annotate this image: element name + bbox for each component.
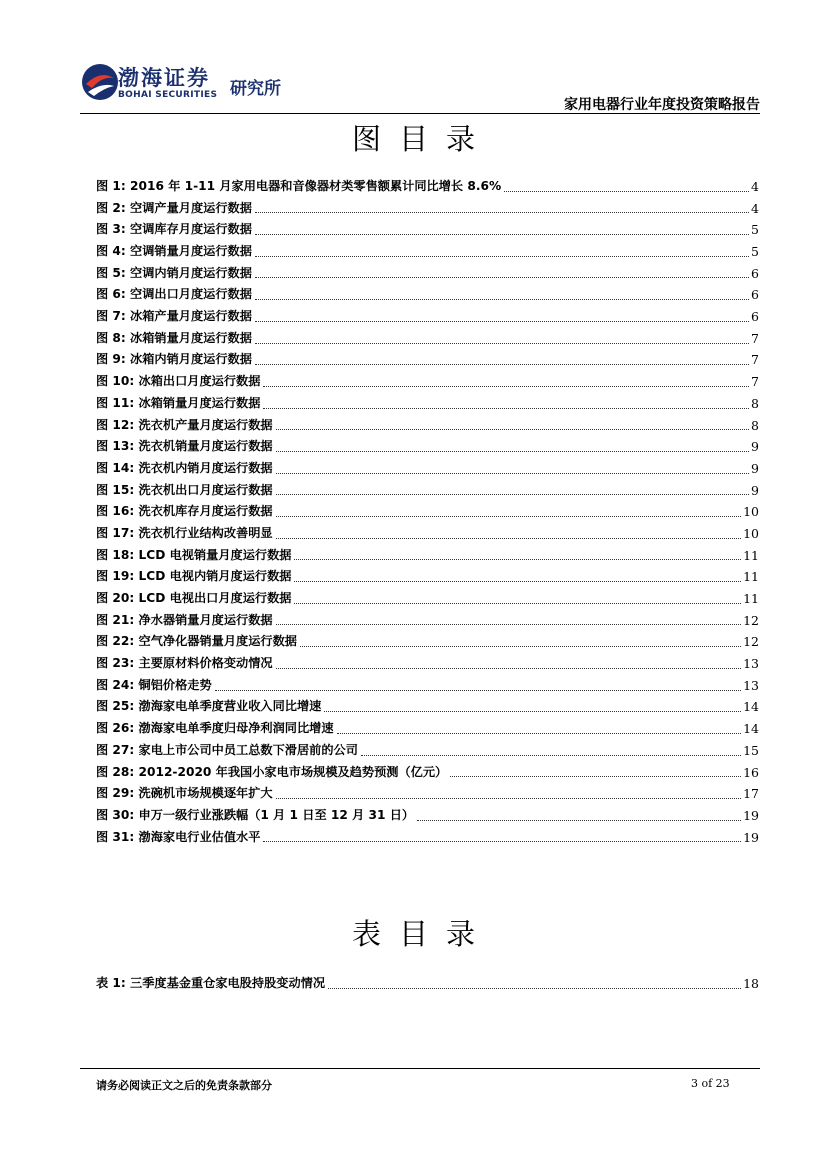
figure-toc-entry[interactable]	[96, 631, 759, 653]
toc-leader-dots	[255, 256, 749, 257]
toc-page-number: 8	[751, 417, 759, 433]
toc-leader-dots	[276, 473, 749, 474]
toc-page-number: 19	[743, 807, 759, 823]
toc-entry-label: 图 11: 冰箱销量月度运行数据	[96, 395, 261, 410]
figure-toc-entry[interactable]	[96, 241, 759, 263]
toc-leader-dots	[255, 343, 749, 344]
figure-toc-entry[interactable]	[96, 675, 759, 697]
figure-toc-entry[interactable]	[96, 328, 759, 350]
toc-entry-label: 图 4: 空调销量月度运行数据	[96, 244, 252, 259]
toc-entry-label: 图 24: 铜铝价格走势	[96, 677, 212, 692]
toc-entry-label: 图 30: 申万一级行业涨跌幅（1 月 1 日至 12 月 31 日）	[96, 807, 415, 822]
figure-toc-entry[interactable]	[96, 610, 759, 632]
figure-toc-entry[interactable]	[96, 740, 759, 762]
toc-page-number: 5	[751, 222, 759, 238]
toc-leader-dots	[294, 581, 741, 582]
toc-entry-label: 图 18: LCD 电视销量月度运行数据	[96, 547, 292, 562]
figure-toc-entry[interactable]	[96, 393, 759, 415]
toc-entry-label: 图 6: 空调出口月度运行数据	[96, 287, 252, 302]
toc-page-number: 7	[751, 330, 759, 346]
toc-page-number: 16	[743, 764, 759, 780]
toc-leader-dots	[276, 624, 742, 625]
toc-leader-dots	[328, 988, 741, 989]
toc-entry-label: 图 7: 冰箱产量月度运行数据	[96, 309, 252, 324]
toc-page-number: 6	[751, 287, 759, 303]
toc-leader-dots	[417, 820, 741, 821]
toc-entry-label: 图 29: 洗碗机市场规模逐年扩大	[96, 786, 273, 801]
toc-entry-label: 图 28: 2012-2020 年我国小家电市场规模及趋势预测（亿元）	[96, 764, 448, 779]
toc-page-number: 12	[743, 612, 759, 628]
toc-page-number: 9	[751, 439, 759, 455]
figure-toc-entry[interactable]	[96, 198, 759, 220]
toc-page-number: 5	[751, 244, 759, 260]
research-dept-label: 研究所	[230, 79, 281, 99]
toc-leader-dots	[361, 755, 741, 756]
toc-leader-dots	[263, 386, 749, 387]
figure-toc-entry[interactable]	[96, 306, 759, 328]
toc-leader-dots	[450, 776, 741, 777]
report-title: 家用电器行业年度投资策略报告	[564, 97, 760, 113]
toc-entry-label: 图 25: 渤海家电单季度营业收入同比增速	[96, 699, 322, 714]
toc-page-number: 7	[751, 352, 759, 368]
toc-page-number: 15	[743, 742, 759, 758]
toc-page-number: 11	[743, 547, 759, 563]
toc-page-number: 10	[743, 504, 759, 520]
figure-toc-entry[interactable]	[96, 350, 759, 372]
bohai-logo-icon	[80, 62, 120, 102]
figure-toc-entry[interactable]	[96, 545, 759, 567]
toc-page-number: 7	[751, 374, 759, 390]
toc-entry-label: 图 26: 渤海家电单季度归母净利润同比增速	[96, 721, 334, 736]
toc-page-number: 4	[751, 178, 759, 194]
logo-english-name: BOHAI SECURITIES	[118, 90, 218, 100]
page-header	[80, 58, 760, 114]
toc-page-number: 19	[743, 829, 759, 845]
toc-entry-label: 图 21: 净水器销量月度运行数据	[96, 612, 273, 627]
toc-leader-dots	[255, 212, 749, 213]
toc-leader-dots	[276, 494, 749, 495]
toc-entry-label: 图 22: 空气净化器销量月度运行数据	[96, 634, 297, 649]
toc-page-number: 13	[743, 677, 759, 693]
tables-toc-list	[96, 973, 759, 995]
toc-page-number: 17	[743, 786, 759, 802]
toc-page-number: 18	[743, 975, 759, 991]
toc-page-number: 12	[743, 634, 759, 650]
toc-leader-dots	[215, 690, 741, 691]
toc-entry-label: 表 1: 三季度基金重仓家电股持股变动情况	[96, 975, 326, 990]
figure-toc-entry[interactable]	[96, 284, 759, 306]
figure-toc-entry[interactable]	[96, 219, 759, 241]
toc-leader-dots	[255, 321, 749, 322]
footer-divider	[80, 1068, 760, 1069]
toc-entry-label: 图 19: LCD 电视内销月度运行数据	[96, 569, 292, 584]
toc-leader-dots	[294, 559, 741, 560]
toc-leader-dots	[337, 733, 742, 734]
logo-chinese-name: 渤海证券	[118, 66, 210, 90]
toc-page-number: 11	[743, 591, 759, 607]
toc-page-number: 9	[751, 460, 759, 476]
toc-leader-dots	[263, 841, 741, 842]
toc-entry-label: 图 3: 空调库存月度运行数据	[96, 222, 252, 237]
figure-toc-entry[interactable]	[96, 783, 759, 805]
toc-leader-dots	[255, 364, 749, 365]
figures-toc-list	[96, 176, 759, 848]
figure-toc-entry[interactable]	[96, 436, 759, 458]
toc-page-number: 14	[743, 699, 759, 715]
toc-entry-label: 图 2: 空调产量月度运行数据	[96, 200, 252, 215]
toc-leader-dots	[300, 646, 741, 647]
toc-entry-label: 图 17: 洗衣机行业结构改善明显	[96, 525, 273, 540]
figure-toc-entry[interactable]	[96, 501, 759, 523]
toc-leader-dots	[276, 668, 742, 669]
figure-toc-entry[interactable]	[96, 480, 759, 502]
toc-page-number: 8	[751, 395, 759, 411]
figure-toc-entry[interactable]	[96, 805, 759, 827]
toc-leader-dots	[255, 299, 749, 300]
toc-entry-label: 图 10: 冰箱出口月度运行数据	[96, 374, 261, 389]
toc-entry-label: 图 12: 洗衣机产量月度运行数据	[96, 417, 273, 432]
toc-page-number: 11	[743, 569, 759, 585]
figure-toc-entry[interactable]	[96, 176, 759, 198]
toc-leader-dots	[504, 191, 749, 192]
figure-toc-entry[interactable]	[96, 415, 759, 437]
toc-page-number: 6	[751, 309, 759, 325]
figure-toc-entry[interactable]	[96, 263, 759, 285]
toc-entry-label: 图 8: 冰箱销量月度运行数据	[96, 330, 252, 345]
figure-toc-entry[interactable]	[96, 588, 759, 610]
toc-entry-label: 图 13: 洗衣机销量月度运行数据	[96, 439, 273, 454]
toc-leader-dots	[324, 711, 741, 712]
toc-leader-dots	[276, 451, 749, 452]
toc-entry-label: 图 31: 渤海家电行业估值水平	[96, 829, 261, 844]
figure-toc-entry[interactable]	[96, 697, 759, 719]
toc-leader-dots	[276, 516, 742, 517]
table-toc-entry[interactable]	[96, 973, 759, 995]
figure-toc-entry[interactable]	[96, 566, 759, 588]
page-indicator: 3 of 23	[691, 1077, 730, 1090]
toc-entry-label: 图 9: 冰箱内销月度运行数据	[96, 352, 252, 367]
toc-entry-label: 图 16: 洗衣机库存月度运行数据	[96, 504, 273, 519]
toc-leader-dots	[276, 798, 742, 799]
toc-page-number: 6	[751, 265, 759, 281]
header-divider	[80, 113, 760, 114]
figure-toc-entry[interactable]	[96, 653, 759, 675]
toc-leader-dots	[255, 234, 749, 235]
footer-disclaimer: 请务必阅读正文之后的免责条款部分	[96, 1079, 272, 1092]
figure-toc-entry[interactable]	[96, 718, 759, 740]
toc-leader-dots	[294, 603, 741, 604]
toc-entry-label: 图 15: 洗衣机出口月度运行数据	[96, 482, 273, 497]
toc-entry-label: 图 5: 空调内销月度运行数据	[96, 265, 252, 280]
figure-toc-entry[interactable]	[96, 458, 759, 480]
toc-entry-label: 图 20: LCD 电视出口月度运行数据	[96, 591, 292, 606]
toc-page-number: 13	[743, 656, 759, 672]
toc-page-number: 10	[743, 525, 759, 541]
toc-page-number: 14	[743, 721, 759, 737]
toc-page-number: 9	[751, 482, 759, 498]
toc-page-number: 4	[751, 200, 759, 216]
figure-toc-entry[interactable]	[96, 827, 759, 849]
toc-leader-dots	[255, 277, 749, 278]
figure-toc-entry[interactable]	[96, 371, 759, 393]
toc-entry-label: 图 1: 2016 年 1-11 月家用电器和音像器材类零售额累计同比增长 8.6%	[96, 178, 502, 193]
toc-entry-label: 图 14: 洗衣机内销月度运行数据	[96, 460, 273, 475]
toc-entry-label: 图 27: 家电上市公司中员工总数下滑居前的公司	[96, 742, 358, 757]
figure-toc-entry[interactable]	[96, 523, 759, 545]
tables-section-title: 表目录	[351, 917, 493, 951]
toc-leader-dots	[263, 408, 749, 409]
figure-toc-entry[interactable]	[96, 762, 759, 784]
toc-leader-dots	[276, 538, 742, 539]
toc-leader-dots	[276, 429, 749, 430]
toc-entry-label: 图 23: 主要原材料价格变动情况	[96, 656, 273, 671]
figures-section-title: 图目录	[351, 122, 493, 156]
